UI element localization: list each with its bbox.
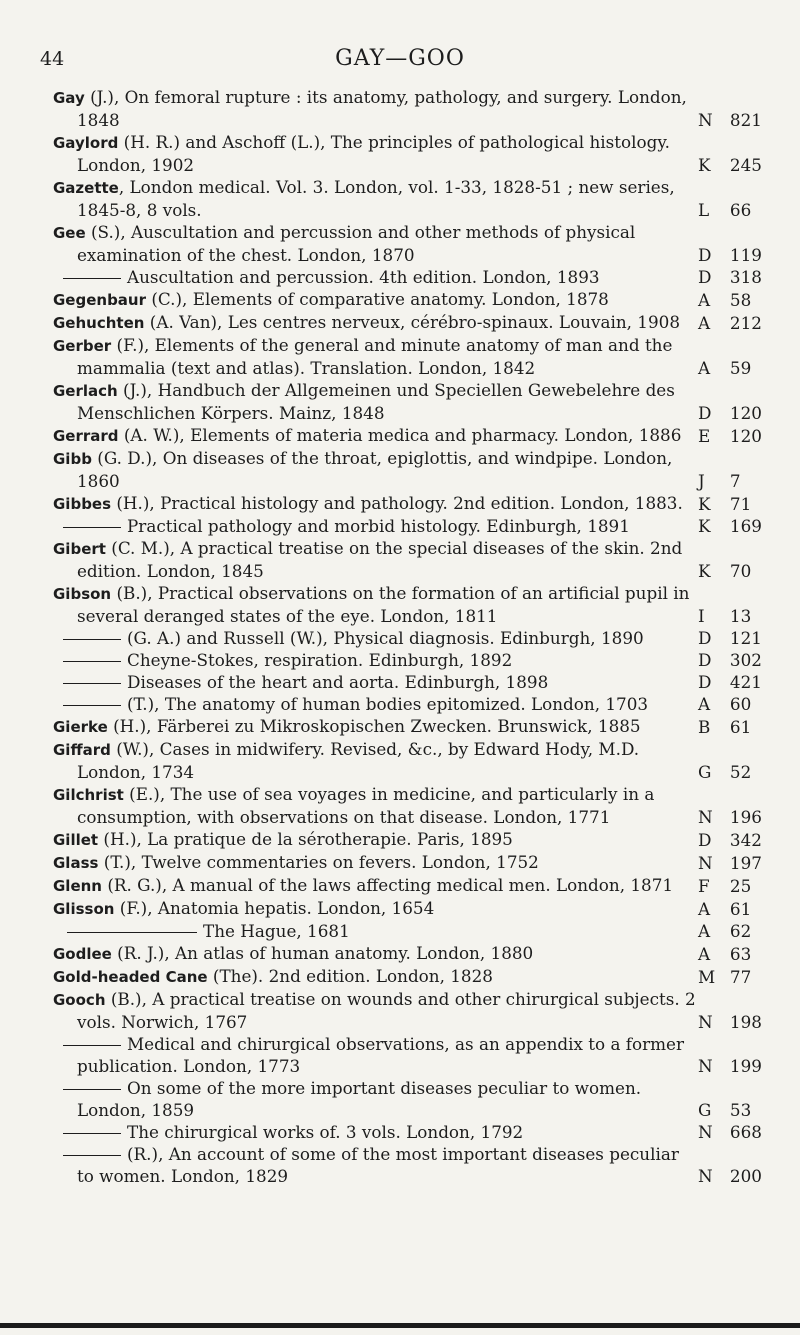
shelf-mark: [698, 875, 798, 897]
shelf-mark: [698, 1099, 798, 1121]
entry-author: Gerlach: [53, 382, 118, 400]
page-title: GAY—GOO: [335, 46, 465, 71]
index-entry: [53, 897, 798, 920]
shelf-letter: N: [698, 110, 713, 130]
shelf-number: 66: [729, 200, 752, 220]
shelf-mark: [698, 402, 798, 424]
shelf-mark: [698, 470, 798, 492]
entry-title: Cheyne-Stokes, respiration. Edinburgh, 1892: [127, 650, 513, 670]
shelf-letter: N: [698, 1012, 713, 1032]
index-entry: [53, 131, 798, 176]
shelf-letter: J: [698, 471, 705, 491]
entry-text: [53, 492, 698, 515]
shelf-letter: A: [698, 358, 711, 378]
entry-title: On some of the more important diseases peculiar to women. London, 1859: [77, 1078, 642, 1120]
entry-title: (G. A.) and Russell (W.), Physical diagnosis. Edinburgh, 1890: [127, 628, 644, 648]
entry-title: (H.), La pratique de la sérotherapie. Paris, 1895: [98, 829, 513, 849]
entry-text: [53, 537, 698, 582]
index-entry: [53, 537, 798, 582]
entry-text: [53, 424, 698, 447]
shelf-mark: [698, 649, 798, 671]
entry-text: [53, 693, 698, 715]
shelf-letter: N: [698, 853, 713, 873]
index-entry: [53, 266, 798, 288]
shelf-letter: D: [698, 650, 712, 670]
shelf-number: 668: [729, 1122, 762, 1142]
entry-title: (B.), A practical treatise on wounds and other chirurgical subjects. 2 vols. Norwich, 1767: [77, 989, 696, 1032]
bottom-rule: [0, 1323, 800, 1328]
index-entry: [53, 942, 798, 965]
shelf-number: 25: [729, 876, 752, 896]
entry-author: Gerrard: [53, 427, 119, 445]
shelf-mark: [698, 154, 798, 176]
shelf-letter: D: [698, 245, 712, 265]
entry-title: (S.), Auscultation and percussion and other methods of physical examination of the chest. London, 1870: [77, 222, 636, 265]
entry-title: (F.), Anatomia hepatis. London, 1654: [114, 898, 435, 918]
entry-title: (G. D.), On diseases of the throat, epiglottis, and windpipe. London, 1860: [77, 448, 673, 491]
shelf-letter: D: [698, 830, 712, 850]
shelf-mark: [698, 716, 798, 738]
entry-author: Gee: [53, 224, 86, 242]
shelf-number: 169: [729, 516, 762, 536]
entry-title: (H.), Färberei zu Mikroskopischen Zwecken. Brunswick, 1885: [107, 716, 641, 736]
entry-author: Gold-headed Cane: [53, 968, 208, 986]
entry-title: (C. M.), A practical treatise on the special diseases of the skin. 2nd edition. London, 1845: [77, 538, 683, 581]
shelf-letter: A: [698, 313, 711, 333]
index-entry: [53, 1143, 798, 1187]
shelf-letter: N: [698, 1122, 713, 1142]
shelf-number: 198: [729, 1012, 762, 1032]
entry-title: The chirurgical works of. 3 vols. London, 1792: [127, 1122, 524, 1142]
index-entry: [53, 627, 798, 649]
shelf-number: 821: [729, 110, 762, 130]
entry-text: [53, 988, 698, 1033]
entry-text: [53, 515, 698, 537]
index-entry: [53, 334, 798, 379]
entry-text: [53, 86, 698, 131]
entry-title: (A. Van), Les centres nerveux, cérébro-spinaux. Louvain, 1908: [144, 312, 681, 332]
shelf-mark: [698, 515, 798, 537]
index-entry: [53, 288, 798, 311]
entry-author: Godlee: [53, 945, 112, 963]
shelf-letter: A: [698, 290, 711, 310]
shelf-number: 318: [729, 267, 762, 287]
shelf-mark: [698, 425, 798, 447]
entry-title: Auscultation and percussion. 4th edition. London, 1893: [127, 267, 600, 287]
entry-text: [53, 965, 698, 988]
shelf-letter: B: [698, 717, 711, 737]
shelf-mark: [698, 244, 798, 266]
index-entries: [53, 86, 798, 1187]
entry-title: (R. G.), A manual of the laws affecting medical men. London, 1871: [101, 875, 674, 895]
entry-text: [53, 1143, 698, 1187]
shelf-letter: D: [698, 628, 712, 648]
index-entry: [53, 693, 798, 715]
entry-author: Gierke: [53, 718, 108, 736]
entry-text: [53, 1033, 698, 1077]
shelf-number: 63: [729, 944, 752, 964]
shelf-number: 60: [729, 694, 752, 714]
index-entry: [53, 671, 798, 693]
index-entry: [53, 1077, 798, 1121]
entry-title: (J.), On femoral rupture : its anatomy, pathology, and surgery. London, 1848: [77, 87, 687, 130]
entry-title: Medical and chirurgical observations, as an appendix to a former publication. London, 1773: [77, 1034, 685, 1076]
entry-author: Gay: [53, 89, 85, 107]
shelf-letter: A: [698, 944, 711, 964]
entry-title: Practical pathology and morbid histology. Edinburgh, 1891: [127, 516, 630, 536]
shelf-number: 200: [729, 1166, 762, 1186]
index-entry: [53, 783, 798, 828]
entry-text: [53, 131, 698, 176]
ditto-dash: [63, 639, 121, 640]
shelf-mark: [698, 605, 798, 627]
index-entry: [53, 492, 798, 515]
entry-text: [53, 649, 698, 671]
ditto-dash: [63, 278, 121, 279]
entry-title: (J.), Handbuch der Allgemeinen und Speciellen Gewebelehre des Menschlichen Körpers. Mainz, 1848: [77, 380, 675, 423]
entry-text: [53, 627, 698, 649]
entry-author: Gazette: [53, 179, 119, 197]
entry-text: [53, 176, 698, 221]
entry-text: [53, 334, 698, 379]
entry-author: Gilchrist: [53, 786, 124, 804]
ditto-dash: [63, 1089, 121, 1090]
entry-text: [53, 738, 698, 783]
shelf-letter: A: [698, 694, 711, 714]
index-entry: [53, 221, 798, 266]
entry-title: (T.), Twelve commentaries on fevers. London, 1752: [98, 852, 539, 872]
shelf-letter: N: [698, 1166, 713, 1186]
entry-title: (H. R.) and Aschoff (L.), The principles of pathological histology. London, 1902: [77, 132, 670, 175]
shelf-letter: D: [698, 267, 712, 287]
entry-text: [53, 221, 698, 266]
shelf-mark: [698, 898, 798, 920]
ditto-dash: [63, 705, 121, 706]
entry-text: [53, 715, 698, 738]
entry-text: [53, 582, 698, 627]
ditto-dash: [63, 1155, 121, 1156]
shelf-letter: F: [698, 876, 710, 896]
entry-text: [53, 874, 698, 897]
shelf-number: 52: [729, 762, 752, 782]
index-entry: [53, 515, 798, 537]
shelf-mark: [698, 493, 798, 515]
shelf-number: 13: [729, 606, 752, 626]
ditto-dash: [63, 661, 121, 662]
entry-author: Gibson: [53, 585, 112, 603]
shelf-mark: [698, 671, 798, 693]
shelf-mark: [698, 806, 798, 828]
entry-text: [53, 671, 698, 693]
entry-author: Gibbes: [53, 495, 112, 513]
shelf-letter: A: [698, 921, 711, 941]
shelf-mark: [698, 943, 798, 965]
entry-text: [53, 266, 698, 288]
entry-title: (B.), Practical observations on the formation of an artificial pupil in several deranged states of the eye. London, 1811: [77, 583, 690, 626]
shelf-number: 70: [729, 561, 752, 581]
ditto-dash: [63, 683, 121, 684]
shelf-number: 119: [729, 245, 762, 265]
entry-title: (C.), Elements of comparative anatomy. London, 1878: [146, 289, 609, 309]
entry-title: (E.), The use of sea voyages in medicine, and particularly in a consumption, with observations on that disease. London, 1771: [77, 784, 655, 827]
shelf-mark: [698, 1011, 798, 1033]
entry-text: [53, 851, 698, 874]
entry-author: Gehuchten: [53, 314, 145, 332]
index-entry: [53, 311, 798, 334]
shelf-number: 62: [729, 921, 752, 941]
entry-title: (T.), The anatomy of human bodies epitomized. London, 1703: [127, 694, 649, 714]
index-entry: [53, 965, 798, 988]
shelf-number: 71: [729, 494, 752, 514]
shelf-number: 61: [729, 717, 752, 737]
ditto-dash: [67, 932, 197, 933]
ditto-dash: [63, 1133, 121, 1134]
entry-title: (R. J.), An atlas of human anatomy. London, 1880: [111, 943, 534, 963]
entry-text: [53, 288, 698, 311]
shelf-number: 302: [729, 650, 762, 670]
shelf-mark: [698, 693, 798, 715]
entry-title: (W.), Cases in midwifery. Revised, &c., by Edward Hody, M.D. London, 1734: [77, 739, 640, 782]
shelf-number: 199: [729, 1056, 762, 1076]
entry-title: (A. W.), Elements of materia medica and pharmacy. London, 1886: [118, 425, 682, 445]
entry-text: [53, 447, 698, 492]
shelf-number: 120: [729, 426, 762, 446]
shelf-letter: G: [698, 762, 712, 782]
shelf-letter: K: [698, 561, 711, 581]
shelf-number: 59: [729, 358, 752, 378]
entry-title: Diseases of the heart and aorta. Edinburgh, 1898: [127, 672, 549, 692]
index-entry: [53, 920, 798, 942]
entry-author: Glisson: [53, 900, 115, 918]
index-entry: [53, 828, 798, 851]
shelf-number: 120: [729, 403, 762, 423]
shelf-number: 196: [729, 807, 762, 827]
shelf-number: 342: [729, 830, 762, 850]
shelf-mark: [698, 1055, 798, 1077]
index-entry: [53, 874, 798, 897]
shelf-number: 58: [729, 290, 752, 310]
entry-text: [53, 942, 698, 965]
shelf-letter: N: [698, 807, 713, 827]
entry-text: [53, 897, 698, 920]
entry-text: [53, 1121, 698, 1143]
index-entry: [53, 738, 798, 783]
entry-author: Gaylord: [53, 134, 119, 152]
index-entry: [53, 851, 798, 874]
shelf-mark: [698, 1121, 798, 1143]
shelf-letter: D: [698, 672, 712, 692]
shelf-mark: [698, 627, 798, 649]
shelf-number: 77: [729, 967, 752, 987]
shelf-letter: E: [698, 426, 711, 446]
shelf-mark: [698, 852, 798, 874]
shelf-mark: [698, 1165, 798, 1187]
shelf-letter: M: [698, 967, 716, 987]
index-entry: [53, 582, 798, 627]
shelf-number: 7: [729, 471, 741, 491]
entry-text: [53, 828, 698, 851]
shelf-mark: [698, 289, 798, 311]
entry-author: Glass: [53, 854, 99, 872]
entry-title: (R.), An account of some of the most important diseases peculiar to women. London, 1829: [77, 1144, 679, 1186]
shelf-letter: I: [698, 606, 705, 626]
entry-author: Glenn: [53, 877, 102, 895]
entry-author: Gibert: [53, 540, 106, 558]
shelf-mark: [698, 966, 798, 988]
shelf-number: 61: [729, 899, 752, 919]
entry-title: , London medical. Vol. 3. London, vol. 1-33, 1828-51 ; new series, 1845-8, 8 vols.: [77, 177, 675, 220]
shelf-mark: [698, 761, 798, 783]
shelf-letter: K: [698, 516, 711, 536]
shelf-mark: [698, 312, 798, 334]
entry-title: (F.), Elements of the general and minute anatomy of man and the mammalia (text and atlas). Translation. London, 1842: [77, 335, 673, 378]
entry-text: [53, 783, 698, 828]
shelf-number: 245: [729, 155, 762, 175]
entry-text: [53, 379, 698, 424]
shelf-letter: N: [698, 1056, 713, 1076]
page-number: 44: [40, 48, 65, 70]
index-entry: [53, 988, 798, 1033]
entry-author: Gegenbaur: [53, 291, 147, 309]
shelf-letter: G: [698, 1100, 712, 1120]
index-entry: [53, 1121, 798, 1143]
shelf-mark: [698, 199, 798, 221]
entry-title: (H.), Practical histology and pathology. 2nd edition. London, 1883.: [111, 493, 683, 513]
entry-author: Gillet: [53, 831, 99, 849]
entry-text: [53, 311, 698, 334]
index-entry: [53, 176, 798, 221]
shelf-letter: A: [698, 899, 711, 919]
shelf-letter: K: [698, 494, 711, 514]
entry-title: (The). 2nd edition. London, 1828: [207, 966, 493, 986]
shelf-number: 121: [729, 628, 762, 648]
shelf-mark: [698, 357, 798, 379]
index-entry: [53, 424, 798, 447]
shelf-number: 197: [729, 853, 762, 873]
shelf-mark: [698, 266, 798, 288]
shelf-number: 53: [729, 1100, 752, 1120]
index-entry: [53, 1033, 798, 1077]
shelf-letter: K: [698, 155, 711, 175]
entry-author: Gooch: [53, 991, 106, 1009]
shelf-mark: [698, 560, 798, 582]
index-entry: [53, 379, 798, 424]
entry-title: The Hague, 1681: [203, 921, 350, 941]
ditto-dash: [63, 1045, 121, 1046]
shelf-mark: [698, 109, 798, 131]
ditto-dash: [63, 527, 121, 528]
shelf-letter: L: [698, 200, 710, 220]
shelf-number: 212: [729, 313, 762, 333]
shelf-mark: [698, 829, 798, 851]
index-entry: [53, 447, 798, 492]
entry-author: Gerber: [53, 337, 112, 355]
index-entry: [53, 86, 798, 131]
shelf-mark: [698, 920, 798, 942]
shelf-number: 421: [729, 672, 762, 692]
index-entry: [53, 649, 798, 671]
entry-text: [53, 1077, 698, 1121]
entry-author: Giffard: [53, 741, 111, 759]
entry-text: [53, 920, 698, 942]
index-entry: [53, 715, 798, 738]
shelf-letter: D: [698, 403, 712, 423]
entry-author: Gibb: [53, 450, 92, 468]
